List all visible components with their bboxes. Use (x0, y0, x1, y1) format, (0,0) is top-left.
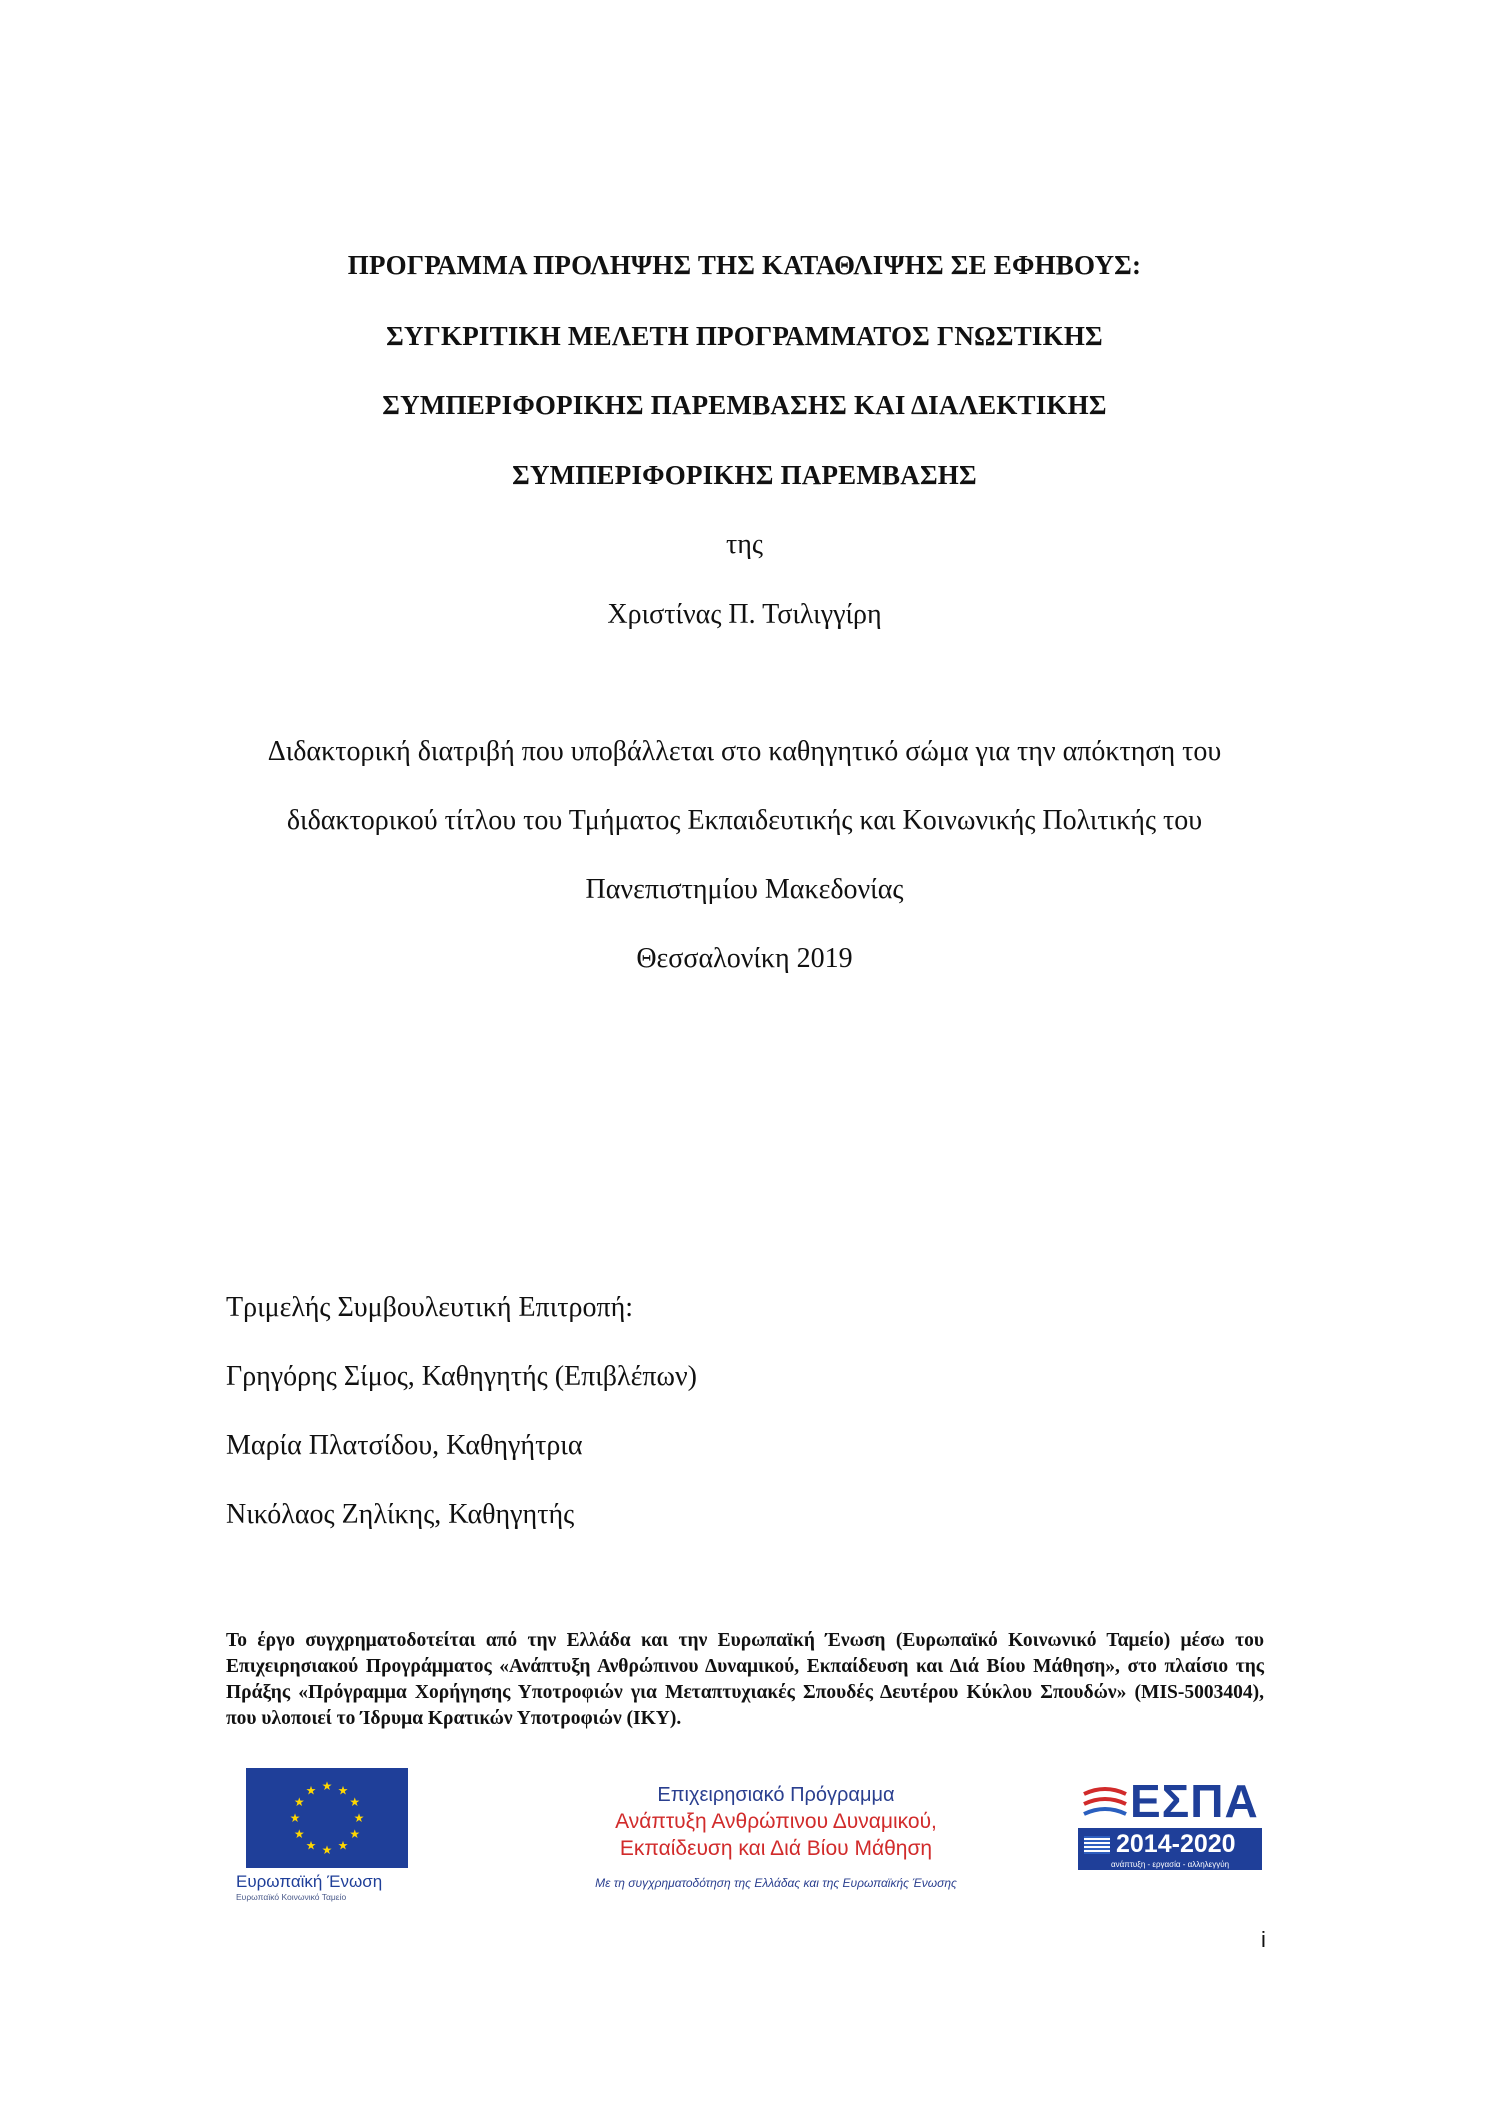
espa-logo (1078, 1774, 1264, 1884)
espa-years-box (1078, 1828, 1262, 1870)
eu-stars-icon (246, 1768, 408, 1868)
espa-years: 2014-2020 (1116, 1830, 1236, 1858)
espa-word: ΕΣΠΑ (1130, 1775, 1259, 1827)
author-name: Χριστίνας Π. Τσιλιγγίρη (607, 599, 882, 630)
thesis-line-1: Διδακτορική διατριβή που υποβάλλεται στο καθηγητικό σώμα για την απόκτηση του (267, 736, 1222, 767)
op-logo-line-1: Επιχειρησιακό Πρόγραμμα (657, 1784, 895, 1806)
title-line-4: ΣΥΜΠΕΡΙΦΟΡΙΚΗΣ ΠΑΡΕΜΒΑΣΗΣ (512, 460, 977, 490)
op-logo-line-2: Ανάπτυξη Ανθρώπινου Δυναμικού, (615, 1810, 937, 1833)
eu-star-icon: ★ (349, 1827, 361, 1841)
op-logo-line-3: Εκπαίδευση και Διά Βίου Μάθηση (619, 1837, 933, 1860)
title-line-3: ΣΥΜΠΕΡΙΦΟΡΙΚΗΣ ΠΑΡΕΜΒΑΣΗΣ ΚΑΙ ΔΙΑΛΕΚΤΙΚΗΣ (382, 390, 1107, 420)
eu-star-icon: ★ (337, 1783, 349, 1798)
op-logo-line-4: Με τη συγχρηματοδότηση της Ελλάδας και της Ευρωπαϊκής Ένωσης (595, 1876, 957, 1890)
logo-strip (226, 1768, 1264, 1918)
eu-logo-name: Ευρωπαϊκή Ένωση (236, 1872, 383, 1891)
by-word: της (726, 529, 763, 560)
eu-star-icon: ★ (353, 1811, 365, 1825)
eu-star-icon: ★ (305, 1783, 317, 1798)
eu-star-icon: ★ (289, 1811, 301, 1825)
thesis-line-3: Πανεπιστημίου Μακεδονίας (585, 874, 904, 905)
eu-logo (236, 1768, 401, 1903)
committee-member-3: Νικόλαος Ζηλίκης, Καθηγητής (226, 1499, 575, 1530)
eu-star-icon: ★ (293, 1827, 305, 1841)
espa-waves-icon (1080, 1784, 1130, 1824)
eu-star-icon: ★ (349, 1795, 361, 1809)
funding-statement: Το έργο συγχρηματοδοτείται από την Ελλάδα και την Ευρωπαϊκή Ένωση (Ευρωπαϊκό Κοινωνικό Ταμείο) μέσω του Επιχειρησιακού Προγράμματος «Ανάπτυξη Ανθρώπινου Δυναμικού, Εκπαίδευση και Διά Βίου Μάθηση», στο πλαίσιο της Πράξης «Πρόγραμμα Χορήγησης Υποτροφιών για Μεταπτυχιακές Σπουδές Δευτέρου Κύκλου Σπουδών» (MIS-5003404), που υλοποιεί το Ίδρυμα Κρατικών Υποτροφιών (ΙΚΥ). (226, 1630, 1264, 1729)
espa-slogan: ανάπτυξη - εργασία - αλληλεγγύη (1110, 1860, 1230, 1869)
eu-star-icon: ★ (293, 1795, 305, 1809)
committee-heading: Τριμελής Συμβουλευτική Επιτροπή: (226, 1292, 634, 1323)
eu-star-icon: ★ (321, 1843, 333, 1857)
place-year: Θεσσαλονίκη 2019 (636, 943, 853, 974)
page-number: i (1261, 1927, 1266, 1952)
eu-logo-fund: Ευρωπαϊκό Κοινωνικό Ταμείο (236, 1892, 347, 1902)
title-line-2: ΣΥΓΚΡΙΤΙΚΗ ΜΕΛΕΤΗ ΠΡΟΓΡΑΜΜΑΤΟΣ ΓΝΩΣΤΙΚΗΣ (386, 321, 1103, 351)
eu-star-icon: ★ (337, 1838, 349, 1853)
eu-star-icon: ★ (305, 1838, 317, 1853)
committee-member-1: Γρηγόρης Σίμος, Καθηγητής (Επιβλέπων) (226, 1361, 697, 1392)
eu-star-icon: ★ (321, 1779, 333, 1793)
thesis-line-2: διδακτορικού τίτλου του Τμήματος Εκπαιδευτικής και Κοινωνικής Πολιτικής του (286, 805, 1203, 836)
greek-flag-icon (1084, 1836, 1110, 1854)
title-line-1: ΠΡΟΓΡΑΜΜΑ ΠΡΟΛΗΨΗΣ ΤΗΣ ΚΑΤΑΘΛΙΨΗΣ ΣΕ ΕΦΗΒΟΥΣ: (347, 250, 1142, 280)
eu-flag (246, 1768, 408, 1868)
committee-member-2: Μαρία Πλατσίδου, Καθηγήτρια (226, 1430, 583, 1461)
operational-programme-logo (516, 1782, 1036, 1890)
